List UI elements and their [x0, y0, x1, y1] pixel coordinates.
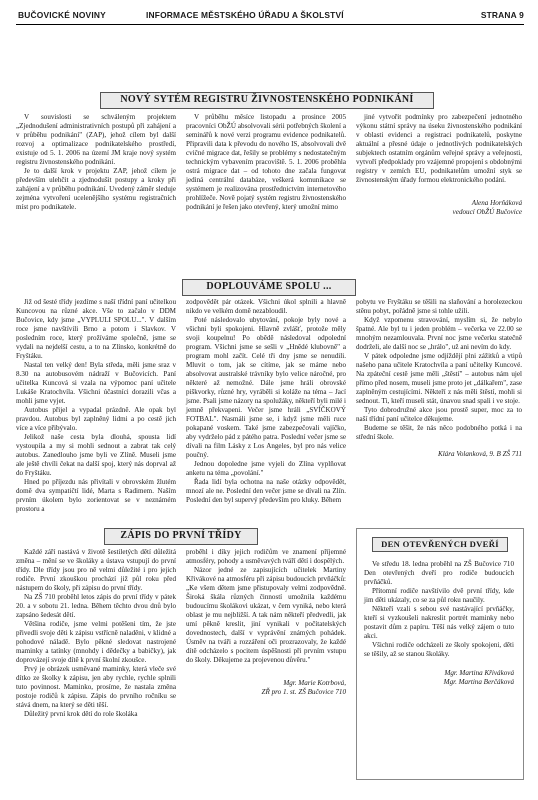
signature-name: Alena Horňáková: [471, 199, 522, 207]
paragraph: Autobus přijel a vypadal prázdně. Ale opak byl pravdou. Autobus byl zaplněný lidmi a po cestě jich více a více přibývalo.: [16, 406, 176, 432]
article-trip-col3: [356, 298, 522, 459]
paragraph: Hned po příjezdu nás přivítali v obrovském žlutém domě dva sympatičtí lidé, Marta s Radimem. Naším prvním úkolem bylo zorientovat se v neznámém prostoru a: [16, 478, 176, 513]
paragraph: Řada lidí byla ochotna na naše otázky odpovědět, mnozí ale ne. Poslední den večer jsme se dívali na Zlín. Poslední den byl supervý především pro kluky. Během: [186, 478, 346, 504]
article-registry-col2: [186, 113, 346, 212]
open-day-title: DEN OTEVŘENÝCH DVEŘÍ: [372, 537, 508, 552]
newspaper-page: [16, 0, 524, 800]
paragraph: Všichni rodiče odcházeli ze školy spokojeni, děti se těšily, až se stanou školáky.: [364, 641, 514, 658]
paragraph: zodpovědět pár otázek. Všichni úkol splnili a hlavně nikdo ve velkém domě nezabloudil.: [186, 298, 346, 315]
paragraph: proběhl i díky jejich rodičům ve znamení příjemné atmosféry, pohody a usměvavých tváří dětí i dospělých.: [186, 548, 346, 565]
paragraph: Názor jedné ze zapisujících učitelek Martiny Křivákové na atmosféru při zápisu budoucích prvňáčků: „Ke všem dětem jsme přistupovaly velmi zodpovědně. Široká škála různých činností umožnila každému budoucímu školákovi ukázat, v čem vyniká, nebo která oblast je mu nejbližší. A tak nám někteří předvedli, jak umí pěkně kreslit, jiní vynikali v počítatelských dovednostech, další v vyprávění známých pohádek. Úsměv na tváři a rozzáření oči prozrazovaly, že každé dítě odcházelo s pocitem úspěšnosti při prvním vstupu do školy. Děkujeme za projevenou důvěru.": [186, 566, 346, 664]
paragraph: Přítomní rodiče navštívilo dvě první třídy, kde jim děti ukázaly, co se za půl roku naučily.: [364, 587, 514, 604]
paragraph: Prvý je obrázek usměvané maminky, která vleče své dítko ze školky k zápisu, jen aby rychle, rychle splnili tuto povinnost. Maminko, prosíme, že nastala změna postoje rodičů k zápisu. Zápis do prvního ročníku se stává dnem, na který se děti těší.: [16, 665, 176, 709]
article-enrolment-col1: [16, 548, 176, 719]
article-registry-col1: [16, 113, 176, 212]
page-header: [16, 8, 524, 22]
paragraph: Když vzpomenu stravování, myslím si, že nebylo špatné. Ale byl tu i jeden problém – večerka ve 22.00 se mnohým nezamlouvala. První noc jsme večerku statečně dodrželi, ale další noc se „hrálo", už ani nevím do kdy.: [356, 316, 522, 351]
paragraph: Většina rodiče, jsme velmi potěšeni tím, že jste přivedli svoje děti k zápisu vstřícně naladěni, v klidné a pohodové náladě. Bylo pěkné sledovat nastrojené maminky a tatínky (mnohdy i dědečky a babičky), jak doprovázejí svoje dítě k první školní zkoušce.: [16, 620, 176, 664]
article-enrolment-title: ZÁPIS DO PRVNÍ TŘÍDY: [104, 528, 258, 545]
signature: Mgr. Martina Berčáková: [443, 678, 514, 686]
paragraph: Budeme se těšit, že nás něco podobného potká i na střední škole.: [356, 424, 522, 441]
article-trip-col2: [186, 298, 346, 505]
signature: Klára Volanková, 9. B ZŠ 711: [437, 450, 522, 458]
paragraph: Nastal ten velký den! Byla středa, měli jsme sraz v 8.30 na autobusovém nádraží v Bučovicích. Paní učitelka Kuncová si vzala na výpomoc paní učitele Lukáše Kratochvíla. Všichni účastníci dorazili včas a mohli jsme vyjet.: [16, 361, 176, 405]
header-page-number: STRANA 9: [480, 10, 524, 20]
header-newspaper-name: BUČOVICKÉ NOVINY: [18, 10, 106, 20]
paragraph: Jelikož naše cesta byla dlouhá, spousta lidí vystoupila a my si mohli sednout a zabrat tak celý autobus. Zanedlouho jsme byli ve Zlíně. Museli jsme ale ještě chvíli čekat na další spoj, který nás doprval až do Fryštáku.: [16, 433, 176, 477]
paragraph: Je to další krok v projektu ZAP, jehož cílem je především ulehčit a zjednodušit postupy a kroky při zahájení a v průběhu podnikání. Uvedený záměr sleduje zejména vytvoření ucelenějšího systému registračních míst pro podnikatele.: [16, 167, 176, 211]
article-trip-col1: [16, 298, 176, 514]
signature-role: vedoucí ObŽÚ Bučovice: [452, 208, 522, 216]
signature-name: Mgr. Marie Kotrbová,: [283, 679, 346, 687]
header-rule: [16, 24, 524, 25]
paragraph: Jednou dopoledne jsme vyjeli do Zlína vyplňovat anketu na téma „povolání.": [186, 460, 346, 477]
paragraph: jiné vytvořit podmínky pro zabezpečení jednotného výkonu státní správy na úseku živnostenského podnikání v oblasti evidenci a registraci podnikatelů, poskytne aktuální a přesné údaje o jednotlivých podnikatelských subjektech ostatním orgánům veřejné správy a veřejnosti, vytvoří předpoklady pro vzájemné propojení s obdobnými registry v zemích EU, podnikatelům umožní styk se živnostenským úřady formou elektronického podání.: [356, 113, 522, 184]
paragraph: pobytu ve Fryštáku se těšili na slaňování a horolezeckou stěnu pobyt, pořádně jsme si tohle užili.: [356, 298, 522, 315]
article-enrolment-col2: [186, 548, 346, 697]
article-trip-title: DOPLOUVÁME SPOLU ...: [182, 279, 356, 296]
article-registry-col3: [356, 113, 522, 217]
article-registry-title: NOVÝ SYTÉM REGISTRU ŽIVNOSTENSKÉHO PODNIKÁNÍ: [100, 92, 434, 109]
header-section: INFORMACE MĚSTSKÉHO ÚŘADU A ŠKOLSTVÍ: [146, 10, 344, 20]
paragraph: V pátek odpoledne jsme odjíždějí plni zážitků a vtipů našeho pana učitele Kratochvíla a paní učitelky Kuncové. Na zpáteční cestě jsme měli „štěstí" – autobus nám ujel přímo před nosem, museli jsme proto jet „dálkařem", zase zaplněným cestujícími. Někteří z nás měli štěstí, mohli si sednout. Ti, kteří museli stát, únavou snad spali i ve stoje.: [356, 352, 522, 405]
paragraph: Tyto dobrodružné akce jsou prostě super, moc za to naší třídní paní učitelce děkujeme.: [356, 406, 522, 423]
open-day-text: [364, 560, 514, 687]
paragraph: Poté následovalo ubytování, pokoje byly nové a všichni byli spokojeni. Hlavně zvlášť, protože měly svoji koupelnu! Po obědě následoval odpolední program. Všichni jsme se sešli v „Hnědé klubovně" a program mohl začít. Celé tři dny jsme se nenudili. Mluvit o tom, jak se cítíme, jak se máme nebo absolvovat australské trávníky bylo velice náročné, pro některé až nemožné. Dále jsme hráli obrovské piškvorky, různé hry, vyráběli si koláže na téma – Jací jsme. Psali jsme názory na spolužáky, někteří byli milé i jemně překvapeni. Večer jsme hráli „SVÍČKOVÝ FOTBAL". Nasmáli jsme se, i když jsme měli ruce pokapané voskem. Také jsme zabezpečovali vajíčko, aby vydrželo pád z pátého patra. Poslední večer jsme se dívali na film Lásky z Los Angeles, byl pro nás velice poučný.: [186, 316, 346, 459]
signature-role: ZŘ pro 1. st. ZŠ Bučovice 710: [261, 688, 346, 696]
paragraph: Již od šesté třídy jezdíme s naší třídní paní učitelkou Kuncovou na různé akce. Vše to začalo v DDM Bučovice, kdy jsme „VYPLULI SPOLU...". V dalším roce jsme navštívili Brno a potom i Slavkov. V posledním roce, který prožíváme společně, jsme se vydali na nejdelší cestu, a to na Zlínsko, konkrétně do Fryštáku.: [16, 298, 176, 360]
paragraph: V souvislosti se schváleným projektem „Zjednodušení administrativních postupů při zahájení a v průběhu podnikání" (ZAP), jehož cílem byl další rozvoj a optimalizace podnikatelského prostředí, existuje od 5. 1. 2006 na území JM kraje nový systém registru živnostenského podnikání.: [16, 113, 176, 166]
paragraph: Ve středu 18. ledna proběhl na ZŠ Bučovice 710 Den otevřených dveří pro rodiče budoucích prvňáčků.: [364, 560, 514, 586]
paragraph: Důležitý první krok dětí do role školáka: [24, 710, 138, 718]
paragraph: V průběhu měsíce listopadu a prosince 2005 pracovníci ObŽÚ absolvovali sérii potřebných školení a seminářů k nové verzi programu evidence podnikatelů. Připravili data k převodu do nového IS, absolvovali dvě cvičné migrace dat, řešily se problémy s nedostatečným technickým vybavením pracoviště. 5. 1. 2006 proběhla ostrá migrace dat – od tohoto dne začala fungovat jediná centrální databáze, veškerá komunikace se systémem je realizována prostřednictvím internetového prohlížeče. Nově pojatý systém registru živnostenského podnikání je řešen jako otevřený, který umožní mimo: [186, 113, 346, 211]
paragraph: Někteří vzali s sebou své nastávající prvňáčky, kteří si vyzkoušeli nakreslit portrét maminky nebo postavit dům z papíru. Těší nás velký zájem o tuto akci.: [364, 605, 514, 640]
signature: Mgr. Martina Křiváková: [444, 669, 514, 677]
paragraph: Každé září nastává v životě šestiletých dětí důležitá změna – mění se ve školáky a ústava vstupují do první třídy. Dle třídy jsou pro ně velmi důležité i pro jejich rodiče. První zkouškou prochází již půl roku před nástupem do školy, při zápisu do první třídy.: [16, 548, 176, 592]
paragraph: Na ZŠ 710 proběhl letos zápis do první třídy v pátek 20. a v sobotu 21. ledna. Během těchto dvou dnů bylo zapsáno šedesát dětí.: [16, 593, 176, 619]
